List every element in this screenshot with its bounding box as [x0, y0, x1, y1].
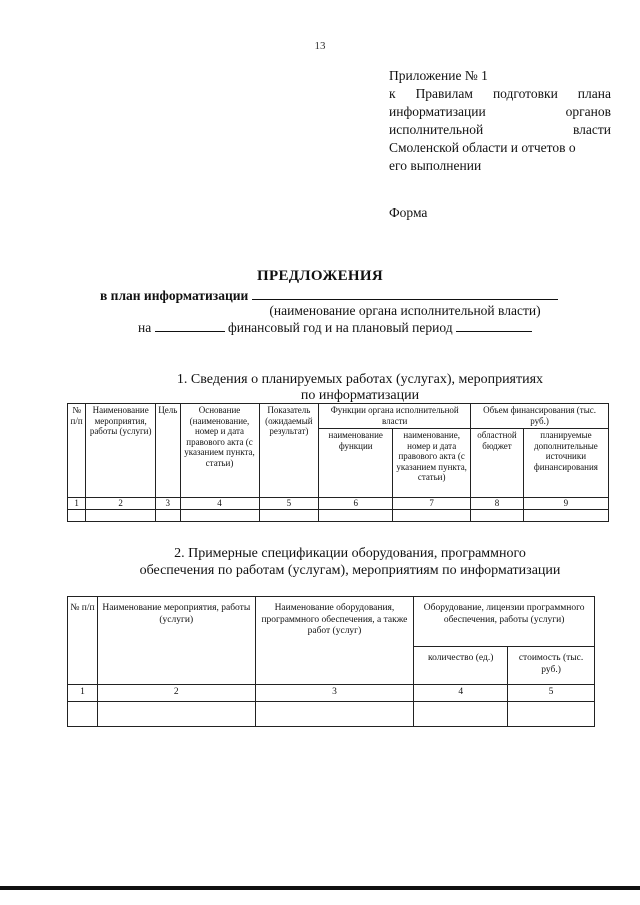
org-name-hint: (наименование органа исполнительной власти)	[269, 303, 541, 318]
col-header-quantity: количество (ед.)	[414, 647, 508, 685]
plan-period-blank[interactable]	[456, 319, 532, 332]
column-number-row: 1 2 3 4 5 6 7 8 9	[68, 498, 609, 510]
section1-title: 1. Сведения о планируемых работах (услугах), мероприятиях по информатизации	[176, 372, 544, 403]
period-prefix: на	[138, 320, 152, 335]
col-header-no: № п/п	[68, 404, 86, 498]
appendix-line-2: к Правилам подготовки плана	[389, 86, 611, 101]
col-header-basis: Основание (наименование, номер и дата правового акта (с указанием пункта, статьи)	[180, 404, 259, 498]
col-header-event-name: Наименование мероприятия, работы (услуги)	[97, 597, 255, 685]
col-header-goal: Цель	[156, 404, 180, 498]
table-row[interactable]	[68, 702, 595, 727]
org-name-blank[interactable]	[252, 287, 558, 300]
appendix-block	[389, 67, 611, 175]
bottom-rule	[0, 886, 640, 890]
works-table	[67, 403, 609, 522]
col-header-func-name: наименование функции	[319, 429, 393, 498]
plan-line	[100, 287, 558, 304]
table-row[interactable]	[68, 509, 609, 521]
appendix-line-5: Смоленской области и отчетов о	[389, 140, 576, 155]
col-header-financing: Объем финансирования (тыс. руб.)	[471, 404, 609, 429]
col-header-functions: Функции органа исполнительной власти	[319, 404, 471, 429]
col-header-fin-regional: областной бюджет	[471, 429, 524, 498]
col-header-name: Наименование мероприятия, работы (услуги)	[86, 404, 156, 498]
column-number-row: 1 2 3 4 5	[68, 685, 595, 702]
appendix-line-1: Приложение № 1	[389, 68, 488, 83]
equipment-table	[67, 596, 595, 727]
col-header-indicator: Показатель (ожидаемый результат)	[259, 404, 319, 498]
col-header-no: № п/п	[68, 597, 98, 685]
appendix-line-4: исполнительной власти	[389, 122, 611, 137]
appendix-line-6: его выполнении	[389, 158, 482, 173]
col-header-func-act: наименование, номер и дата правового акта (с указанием пункта, статьи)	[393, 429, 471, 498]
plan-prefix: в план информатизации	[100, 288, 249, 303]
col-header-equipment-group: Оборудование, лицензии программного обеспечения, работы (услуги)	[414, 597, 595, 647]
col-header-fin-additional: планируемые дополнительные источники финансирования	[523, 429, 608, 498]
document-title: ПРЕДЛОЖЕНИЯ	[257, 268, 383, 284]
page-number: 13	[314, 40, 326, 52]
col-header-equipment-name: Наименование оборудования, программного обеспечения, а также работ (услуг)	[255, 597, 414, 685]
fiscal-year-blank[interactable]	[155, 319, 225, 332]
col-header-cost: стоимость (тыс. руб.)	[508, 647, 595, 685]
section2-title: 2. Примерные спецификации оборудования, программного обеспечения по работам (услугам), мероприятиям по информатизации	[139, 546, 561, 578]
period-middle: финансовый год и на плановый период	[227, 320, 453, 335]
form-label: Форма	[389, 205, 428, 220]
appendix-line-3: информатизации органов	[389, 104, 611, 119]
period-line	[138, 319, 532, 336]
